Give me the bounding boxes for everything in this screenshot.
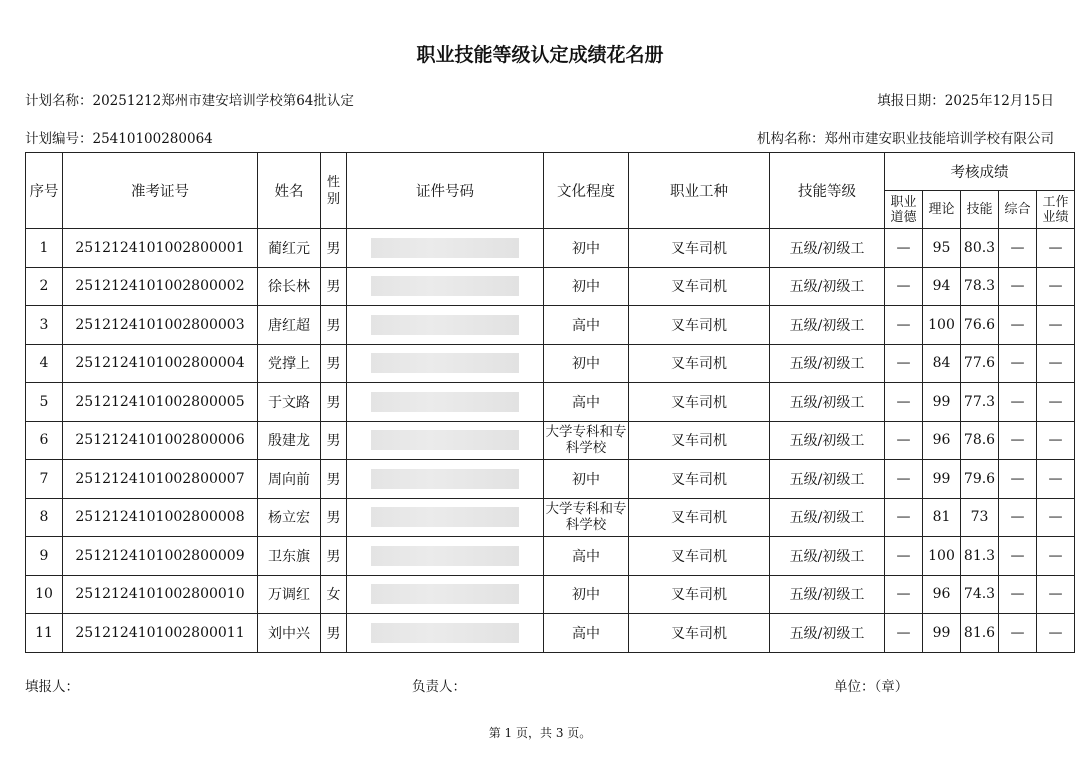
cell-ethics: —: [885, 575, 923, 614]
cell-name: 党撑上: [258, 344, 321, 383]
filler-label: 填报人：: [25, 679, 79, 695]
plan-number: 计划编号：25410100280064: [25, 131, 213, 147]
cell-occupation: 叉车司机: [629, 537, 770, 576]
redaction-blur: [371, 546, 519, 566]
id-number-redacted: [347, 229, 544, 268]
cell-level: 五级/初级工: [770, 421, 885, 460]
cell-overall: —: [999, 383, 1037, 422]
cell-seq: 4: [26, 344, 63, 383]
cell-seq: 6: [26, 421, 63, 460]
cell-theory: 84: [923, 344, 961, 383]
cell-skill: 77.6: [961, 344, 999, 383]
page-number: 第 1 页，共 3 页。: [488, 726, 592, 740]
cell-skill: 78.3: [961, 267, 999, 306]
cell-education: 高中: [544, 306, 629, 345]
header-ethics: 职业道德: [885, 191, 923, 229]
cell-exam-no: 2512124101002800001: [63, 229, 258, 268]
redaction-blur: [371, 353, 519, 373]
cell-performance: —: [1037, 537, 1075, 576]
cell-exam-no: 2512124101002800006: [63, 421, 258, 460]
cell-education: 大学专科和专科学校: [544, 498, 629, 537]
cell-level: 五级/初级工: [770, 460, 885, 499]
header-scores: 考核成绩: [885, 153, 1075, 191]
cell-skill: 73: [961, 498, 999, 537]
cell-seq: 2: [26, 267, 63, 306]
cell-ethics: —: [885, 306, 923, 345]
cell-level: 五级/初级工: [770, 498, 885, 537]
cell-sex: 男: [321, 344, 347, 383]
cell-skill: 81.3: [961, 537, 999, 576]
header-education: 文化程度: [544, 153, 629, 229]
cell-performance: —: [1037, 344, 1075, 383]
header-sex: 性别: [321, 153, 347, 229]
cell-level: 五级/初级工: [770, 306, 885, 345]
redaction-blur: [371, 276, 519, 296]
cell-name: 蔺红元: [258, 229, 321, 268]
cell-overall: —: [999, 306, 1037, 345]
redaction-blur: [371, 430, 519, 450]
cell-occupation: 叉车司机: [629, 460, 770, 499]
cell-skill: 79.6: [961, 460, 999, 499]
cell-skill: 77.3: [961, 383, 999, 422]
id-number-redacted: [347, 421, 544, 460]
fill-date: 填报日期：2025年12月15日: [877, 93, 1054, 109]
cell-occupation: 叉车司机: [629, 267, 770, 306]
cell-education: 高中: [544, 383, 629, 422]
header-occupation: 职业工种: [629, 153, 770, 229]
cell-performance: —: [1037, 575, 1075, 614]
cell-performance: —: [1037, 421, 1075, 460]
cell-education: 高中: [544, 537, 629, 576]
cell-overall: —: [999, 537, 1037, 576]
cell-theory: 81: [923, 498, 961, 537]
cell-sex: 男: [321, 421, 347, 460]
cell-occupation: 叉车司机: [629, 306, 770, 345]
cell-seq: 11: [26, 614, 63, 653]
cell-exam-no: 2512124101002800009: [63, 537, 258, 576]
header-name: 姓名: [258, 153, 321, 229]
cell-theory: 99: [923, 460, 961, 499]
cell-skill: 74.3: [961, 575, 999, 614]
cell-level: 五级/初级工: [770, 344, 885, 383]
cell-ethics: —: [885, 344, 923, 383]
responsible-label: 负责人：: [412, 679, 466, 695]
cell-sex: 男: [321, 460, 347, 499]
redaction-blur: [371, 392, 519, 412]
cell-theory: 95: [923, 229, 961, 268]
id-number-redacted: [347, 306, 544, 345]
cell-education: 初中: [544, 460, 629, 499]
cell-ethics: —: [885, 383, 923, 422]
id-number-redacted: [347, 267, 544, 306]
cell-occupation: 叉车司机: [629, 498, 770, 537]
cell-skill: 80.3: [961, 229, 999, 268]
cell-exam-no: 2512124101002800005: [63, 383, 258, 422]
cell-level: 五级/初级工: [770, 537, 885, 576]
cell-ethics: —: [885, 267, 923, 306]
cell-seq: 8: [26, 498, 63, 537]
table-row: [26, 344, 1075, 383]
table-row: [26, 460, 1075, 499]
cell-overall: —: [999, 460, 1037, 499]
cell-overall: —: [999, 267, 1037, 306]
cell-overall: —: [999, 498, 1037, 537]
page-title: 职业技能等级认定成绩花名册: [416, 44, 664, 66]
redaction-blur: [371, 584, 519, 604]
cell-performance: —: [1037, 614, 1075, 653]
cell-education: 高中: [544, 614, 629, 653]
header-skill-level: 技能等级: [770, 153, 885, 229]
cell-performance: —: [1037, 383, 1075, 422]
header-seq: 序号: [26, 153, 63, 229]
cell-performance: —: [1037, 267, 1075, 306]
cell-overall: —: [999, 344, 1037, 383]
org-name: 机构名称：郑州市建安职业技能培训学校有限公司: [757, 131, 1054, 147]
cell-name: 殷建龙: [258, 421, 321, 460]
id-number-redacted: [347, 575, 544, 614]
cell-exam-no: 2512124101002800008: [63, 498, 258, 537]
id-number-redacted: [347, 460, 544, 499]
redaction-blur: [371, 469, 519, 489]
redaction-blur: [371, 315, 519, 335]
cell-exam-no: 2512124101002800010: [63, 575, 258, 614]
cell-level: 五级/初级工: [770, 229, 885, 268]
cell-performance: —: [1037, 460, 1075, 499]
table-row: [26, 383, 1075, 422]
cell-ethics: —: [885, 229, 923, 268]
cell-theory: 99: [923, 383, 961, 422]
cell-overall: —: [999, 229, 1037, 268]
cell-theory: 99: [923, 614, 961, 653]
id-number-redacted: [347, 344, 544, 383]
redaction-blur: [371, 238, 519, 258]
cell-exam-no: 2512124101002800002: [63, 267, 258, 306]
cell-seq: 3: [26, 306, 63, 345]
cell-ethics: —: [885, 537, 923, 576]
cell-performance: —: [1037, 229, 1075, 268]
plan-name: 计划名称：20251212郑州市建安培训学校第64批认定: [25, 93, 354, 109]
cell-exam-no: 2512124101002800003: [63, 306, 258, 345]
cell-theory: 94: [923, 267, 961, 306]
id-number-redacted: [347, 383, 544, 422]
cell-sex: 男: [321, 383, 347, 422]
cell-sex: 男: [321, 498, 347, 537]
cell-occupation: 叉车司机: [629, 383, 770, 422]
cell-education: 大学专科和专科学校: [544, 421, 629, 460]
cell-seq: 1: [26, 229, 63, 268]
cell-seq: 5: [26, 383, 63, 422]
cell-sex: 男: [321, 267, 347, 306]
cell-ethics: —: [885, 421, 923, 460]
cell-ethics: —: [885, 498, 923, 537]
cell-occupation: 叉车司机: [629, 344, 770, 383]
cell-level: 五级/初级工: [770, 267, 885, 306]
table-row: [26, 614, 1075, 653]
cell-skill: 78.6: [961, 421, 999, 460]
header-exam-no: 准考证号: [63, 153, 258, 229]
cell-education: 初中: [544, 344, 629, 383]
cell-ethics: —: [885, 460, 923, 499]
cell-skill: 81.6: [961, 614, 999, 653]
cell-level: 五级/初级工: [770, 575, 885, 614]
table-row: [26, 498, 1075, 537]
cell-theory: 96: [923, 575, 961, 614]
cell-occupation: 叉车司机: [629, 614, 770, 653]
cell-exam-no: 2512124101002800004: [63, 344, 258, 383]
cell-overall: —: [999, 575, 1037, 614]
cell-name: 徐长林: [258, 267, 321, 306]
cell-sex: 男: [321, 614, 347, 653]
id-number-redacted: [347, 537, 544, 576]
redaction-blur: [371, 623, 519, 643]
cell-name: 唐红超: [258, 306, 321, 345]
table-row: [26, 267, 1075, 306]
cell-performance: —: [1037, 306, 1075, 345]
id-number-redacted: [347, 614, 544, 653]
cell-ethics: —: [885, 614, 923, 653]
cell-exam-no: 2512124101002800007: [63, 460, 258, 499]
header-performance: 工作业绩: [1037, 191, 1075, 229]
cell-theory: 96: [923, 421, 961, 460]
cell-overall: —: [999, 421, 1037, 460]
header-overall: 综合: [999, 191, 1037, 229]
cell-name: 于文路: [258, 383, 321, 422]
cell-exam-no: 2512124101002800011: [63, 614, 258, 653]
cell-sex: 女: [321, 575, 347, 614]
header-id-no: 证件号码: [347, 153, 544, 229]
table-row: [26, 306, 1075, 345]
cell-name: 卫东旗: [258, 537, 321, 576]
cell-occupation: 叉车司机: [629, 229, 770, 268]
header-skill: 技能: [961, 191, 999, 229]
cell-seq: 10: [26, 575, 63, 614]
cell-overall: —: [999, 614, 1037, 653]
cell-performance: —: [1037, 498, 1075, 537]
table-row: [26, 421, 1075, 460]
cell-theory: 100: [923, 306, 961, 345]
cell-seq: 9: [26, 537, 63, 576]
table-row: [26, 537, 1075, 576]
cell-seq: 7: [26, 460, 63, 499]
cell-occupation: 叉车司机: [629, 421, 770, 460]
cell-occupation: 叉车司机: [629, 575, 770, 614]
cell-name: 周向前: [258, 460, 321, 499]
cell-level: 五级/初级工: [770, 383, 885, 422]
id-number-redacted: [347, 498, 544, 537]
cell-skill: 76.6: [961, 306, 999, 345]
cell-level: 五级/初级工: [770, 614, 885, 653]
cell-education: 初中: [544, 229, 629, 268]
table-row: [26, 229, 1075, 268]
cell-name: 杨立宏: [258, 498, 321, 537]
cell-name: 刘中兴: [258, 614, 321, 653]
unit-seal-label: 单位：（章）: [834, 679, 909, 695]
cell-sex: 男: [321, 229, 347, 268]
header-theory: 理论: [923, 191, 961, 229]
cell-theory: 100: [923, 537, 961, 576]
roster-body: [26, 229, 1075, 653]
cell-education: 初中: [544, 575, 629, 614]
cell-education: 初中: [544, 267, 629, 306]
score-roster-table: [25, 152, 1075, 653]
cell-sex: 男: [321, 537, 347, 576]
redaction-blur: [371, 507, 519, 527]
table-row: [26, 575, 1075, 614]
cell-sex: 男: [321, 306, 347, 345]
cell-name: 万调红: [258, 575, 321, 614]
